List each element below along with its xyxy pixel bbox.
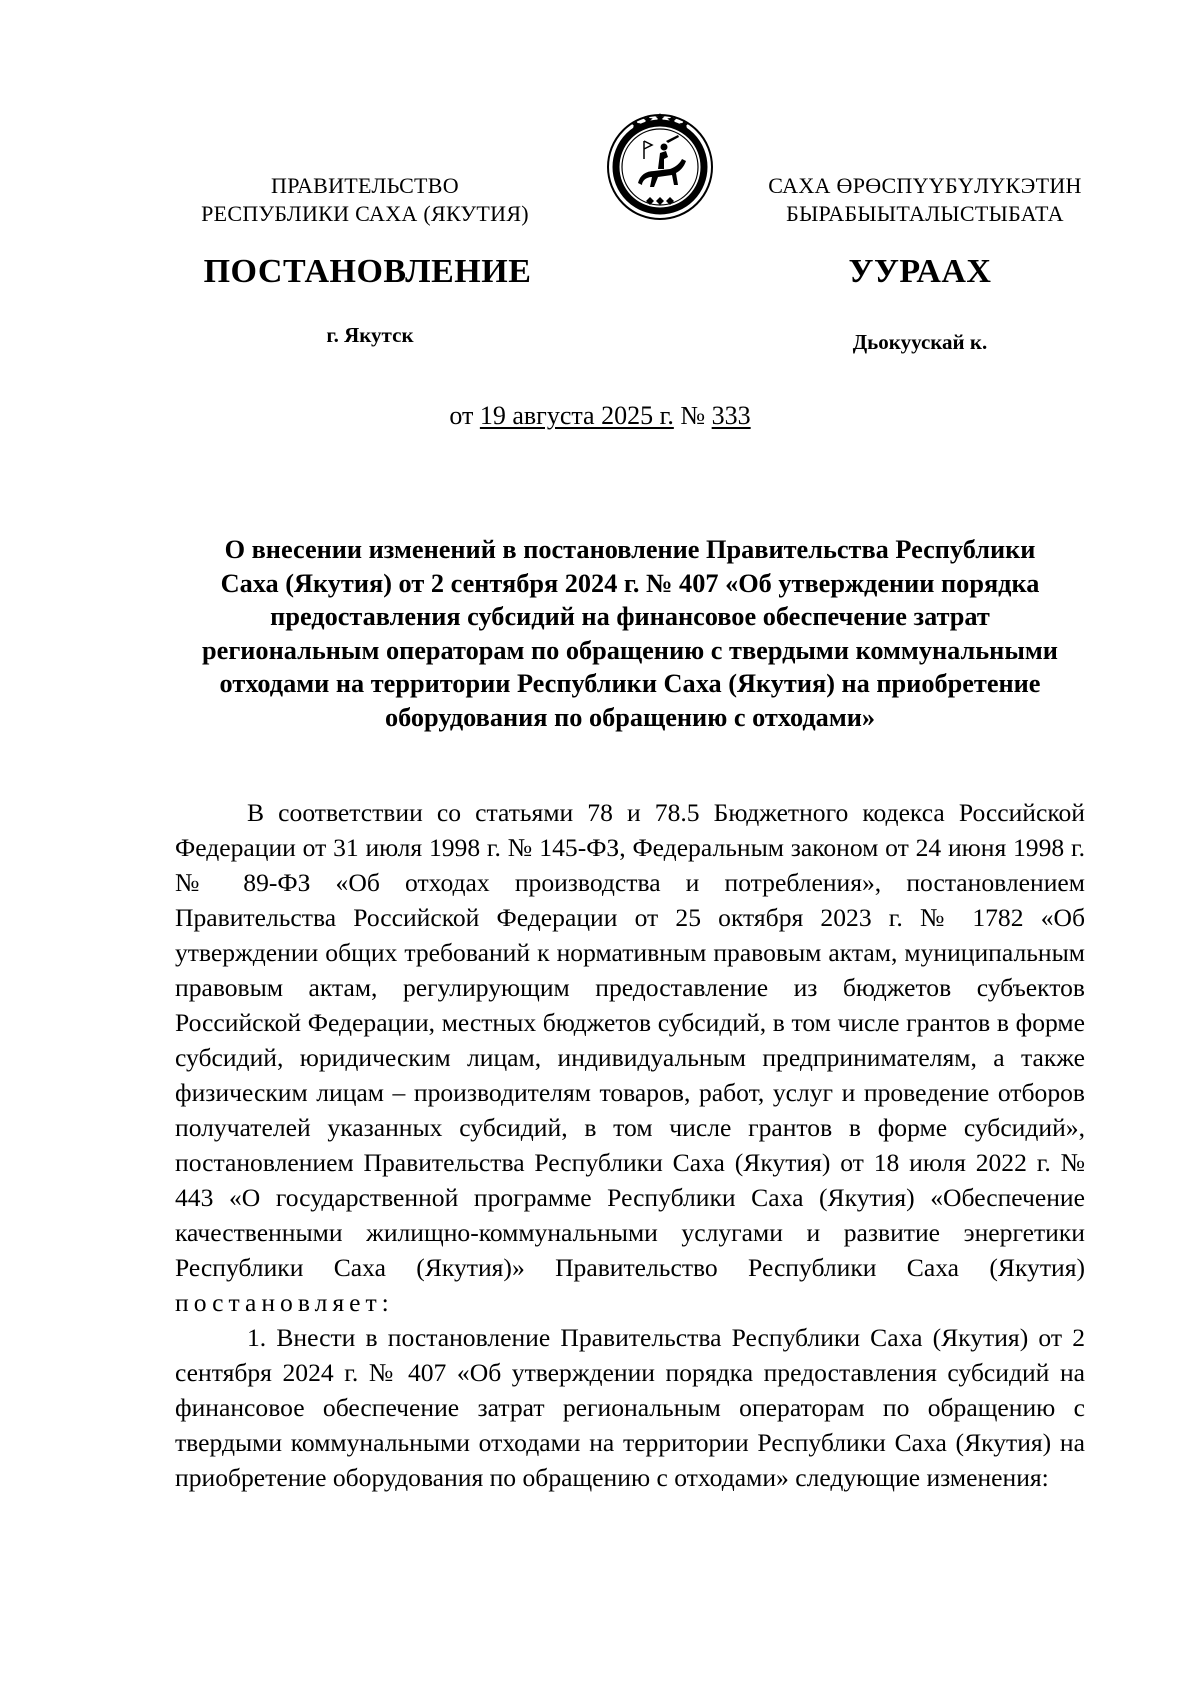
government-name-yakut	[745, 172, 1105, 228]
heading-line: Саха (Якутия) от 2 сентября 2024 г. № 407 «Об утверждении порядка	[220, 568, 1040, 598]
heading-line: оборудования по обращению с отходами»	[384, 702, 876, 732]
government-name-yakut-line2: БЫРАБЫЫТАЛЫСТЫБАТА	[786, 201, 1064, 226]
heading-line: отходами на территории Республики Саха (Якутия) на приобретение	[219, 669, 1041, 698]
heading-line: предоставления субсидий на финансовое обеспечение затрат	[270, 602, 990, 631]
number-sign: №	[680, 401, 706, 430]
document-date-number	[300, 401, 900, 431]
document-type-yakut: УУРААХ	[848, 253, 992, 290]
document-heading	[175, 533, 1085, 734]
document-date: 19 августа 2025 г.	[479, 401, 674, 430]
city-russian: г. Якутск	[326, 323, 414, 347]
document-body	[175, 795, 1085, 1495]
city-yakut: Дьокуускай к.	[852, 330, 988, 354]
date-prefix: от	[449, 401, 474, 430]
government-name-line2: РЕСПУБЛИКИ САХА (ЯКУТИЯ)	[201, 201, 529, 226]
preamble-paragraph	[175, 795, 1085, 1320]
document-number: 333	[711, 401, 751, 430]
item-1-paragraph: 1. Внести в постановление Правительства Республики Саха (Якутия) от 2 сентября 2024 г. № 407 «Об утверждении порядка предоставления субсидий на финансовое обеспечение затрат региональным операторам по обращению с твердыми коммунальными отходами на территории Республики Саха (Якутия) на приобретение оборудования по обращению с отходами» следующие изменения:	[175, 1323, 1085, 1492]
heading-line: региональным операторам по обращению с твердыми коммунальными	[202, 635, 1058, 665]
government-name-yakut-line1: САХА ӨРӨСПҮҮБҮЛҮКЭТИН	[768, 173, 1082, 198]
decree-word: постановляет:	[175, 1288, 394, 1317]
preamble-text: В соответствии со статьями 78 и 78.5 Бюджетного кодекса Российской Федерации от 31 июля 1998 г. № 145-ФЗ, Федеральным законом от 24 июня 1998 г. № 89-ФЗ «Об отходах производства и потребления», постановлением Правительства Российской Федерации от 25 октября 2023 г. № 1782 «Об утверждении общих требований к нормативным правовым актам, муниципальным правовым актам, регулирующим предоставление из бюджетов субъектов Российской Федерации, местных бюджетов субсидий, в том числе грантов в форме субсидий, юридическим лицам, индивидуальным предпринимателям, а также физическим лицам – производителям товаров, работ, услуг и проведение отборов получателей указанных субсидий, в том числе грантов в форме субсидий», постановлением Правительства Республики Саха (Якутия) от 18 июля 2022 г. № 443 «О государственной программе Республики Саха (Якутия) «Обеспечение качественными жилищно-коммунальными услугами и развитие энергетики Республики Саха (Якутия)» Правительство Республики Саха (Якутия)	[175, 798, 1085, 1282]
coat-of-arms-icon	[600, 105, 720, 225]
government-name-russian	[175, 172, 555, 228]
document-type-russian: ПОСТАНОВЛЕНИЕ	[203, 253, 532, 290]
heading-line: О внесении изменений в постановление Правительства Республики	[224, 535, 1036, 564]
government-name-line1: ПРАВИТЕЛЬСТВО	[271, 173, 459, 198]
